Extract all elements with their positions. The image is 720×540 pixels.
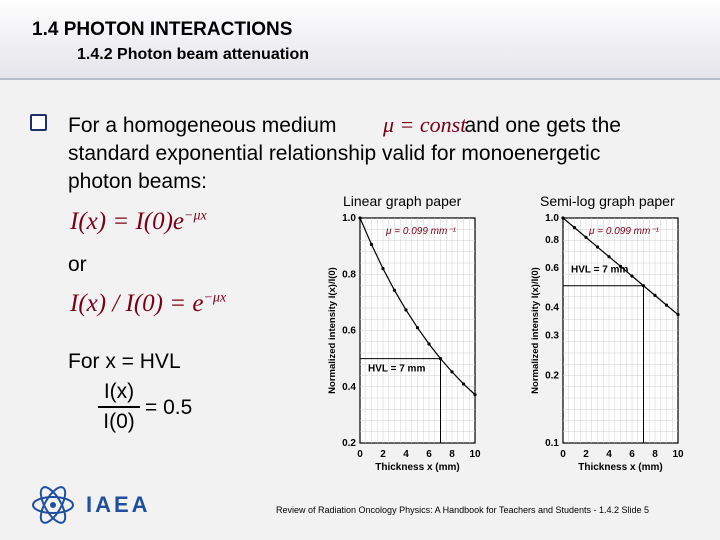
data-point <box>607 255 610 258</box>
semilog-chart <box>528 208 718 478</box>
y-tick-label: 0.8 <box>342 269 356 281</box>
data-point <box>404 308 407 311</box>
body-text <box>68 112 621 196</box>
eq2-exponent: −μx <box>203 290 227 306</box>
x-axis-label: Thickness x (mm) <box>578 462 663 473</box>
data-point <box>596 245 599 248</box>
data-point <box>393 289 396 292</box>
x-tick-label: 2 <box>583 449 589 460</box>
body-line2: standard exponential relationship valid for monoenergetic <box>68 142 601 165</box>
y-tick-label: 1.0 <box>545 213 559 224</box>
y-tick-label: 1.0 <box>342 213 356 224</box>
y-tick-label: 0.3 <box>545 330 559 342</box>
hvl-annotation: HVL = 7 mm <box>368 363 426 375</box>
mu-annotation: μ = 0.099 mm⁻¹ <box>589 226 659 237</box>
data-point <box>370 243 373 246</box>
y-tick-label: 0.2 <box>342 438 356 449</box>
fraction-numerator: I(x) <box>103 380 135 403</box>
linear-graph-label: Linear graph paper <box>343 193 462 209</box>
eq2-lhs: I(x) / I(0) = e <box>70 290 204 317</box>
iaea-logo-icon <box>28 482 78 528</box>
data-point <box>358 216 361 219</box>
fraction-denominator: I(0) <box>103 410 135 433</box>
x-tick-label: 6 <box>426 449 432 460</box>
data-point <box>584 236 587 239</box>
x-tick-label: 8 <box>449 449 455 460</box>
footer-citation: Review of Radiation Oncology Physics: A Handbook for Teachers and Students - 1.4.2 Slide 5 <box>276 505 650 515</box>
mu-annotation: μ = 0.099 mm⁻¹ <box>386 226 456 237</box>
or-text: or <box>68 253 87 276</box>
data-point <box>630 274 633 277</box>
fraction-value: = 0.5 <box>145 396 193 419</box>
for-hvl-text: For x = HVL <box>68 350 181 373</box>
eq1-exponent: −μx <box>184 208 207 224</box>
data-point <box>450 370 453 373</box>
y-tick-label: 0.2 <box>545 370 559 382</box>
data-point <box>561 216 564 219</box>
iaea-logo-text: IAEA <box>86 492 151 517</box>
x-tick-label: 4 <box>606 449 612 460</box>
data-point <box>473 393 476 396</box>
x-tick-label: 10 <box>469 449 481 460</box>
y-tick-label: 0.6 <box>342 325 356 337</box>
data-point <box>676 313 679 316</box>
slide-header <box>0 0 720 80</box>
semilog-graph-label: Semi-log graph paper <box>540 193 675 209</box>
data-point <box>665 304 668 307</box>
data-point <box>416 326 419 329</box>
hvl-fraction <box>98 380 140 434</box>
y-tick-label: 0.4 <box>545 302 559 314</box>
y-tick-label: 0.1 <box>545 438 559 449</box>
slide-subtitle: 1.4.2 Photon beam attenuation <box>77 46 310 63</box>
body-line1-b: and one gets the <box>464 114 621 137</box>
data-point <box>381 267 384 270</box>
eq1-lhs: I(x) = I(0)e <box>70 208 185 235</box>
equation-ratio <box>70 290 226 318</box>
y-tick-label: 0.8 <box>545 234 559 246</box>
equation-exponential <box>70 208 207 236</box>
x-axis-label: Thickness x (mm) <box>375 462 460 473</box>
body-line1-a: For a homogeneous medium <box>68 114 337 137</box>
y-tick-label: 0.6 <box>545 262 559 274</box>
fraction-bar <box>98 406 140 408</box>
y-axis-label: Normalized intensity I(x)/I(0) <box>530 267 541 394</box>
x-tick-label: 8 <box>652 449 658 460</box>
data-point <box>573 226 576 229</box>
data-point <box>653 294 656 297</box>
x-tick-label: 0 <box>560 449 566 460</box>
data-point <box>462 382 465 385</box>
y-tick-label: 0.4 <box>342 381 356 393</box>
y-axis-label: Normalized intensity I(x)/I(0) <box>327 267 338 394</box>
x-tick-label: 0 <box>357 449 363 460</box>
x-tick-label: 4 <box>403 449 409 460</box>
linear-chart <box>325 208 515 478</box>
x-tick-label: 6 <box>629 449 635 460</box>
mu-const-formula: μ = const <box>383 112 467 137</box>
body-line3: photon beams: <box>68 170 207 193</box>
data-point <box>427 342 430 345</box>
x-tick-label: 2 <box>380 449 386 460</box>
slide-title: 1.4 PHOTON INTERACTIONS <box>32 19 293 40</box>
bullet-square-icon <box>30 114 47 131</box>
hvl-annotation: HVL = 7 mm <box>571 264 629 276</box>
x-tick-label: 10 <box>672 449 684 460</box>
